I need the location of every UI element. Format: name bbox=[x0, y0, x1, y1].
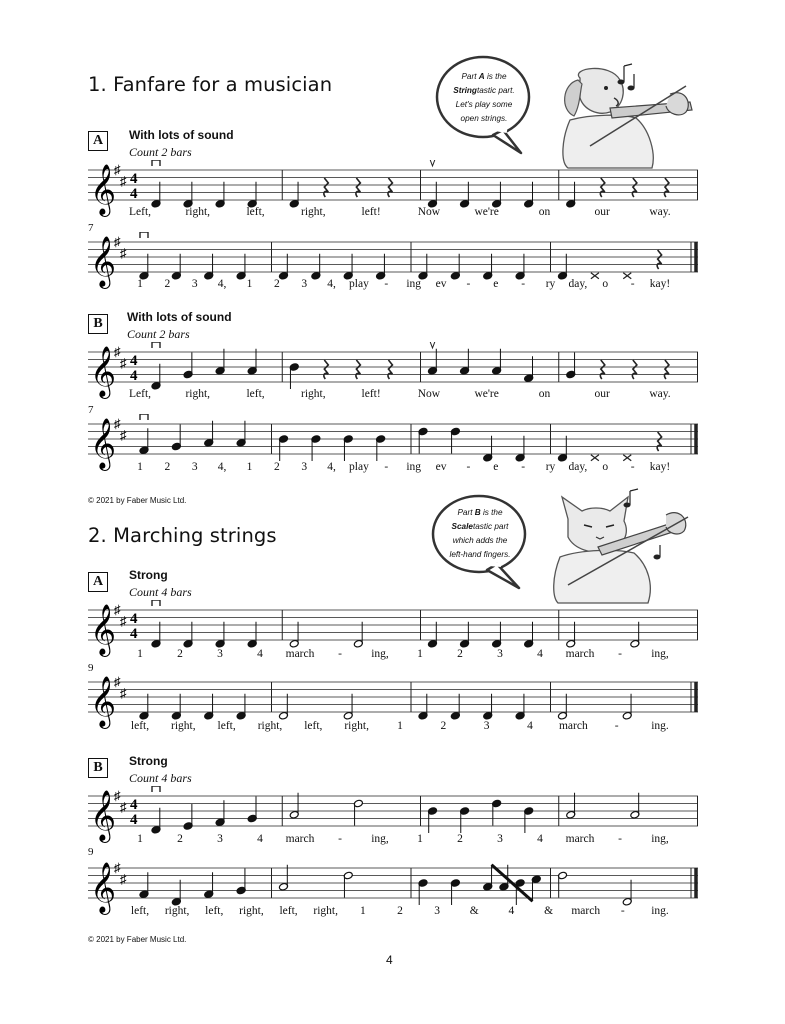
bar-number: 7 bbox=[88, 222, 94, 234]
lyric-syllable: left, bbox=[205, 905, 224, 917]
treble-clef: 𝄞 bbox=[90, 237, 117, 286]
quarter-rest bbox=[388, 178, 392, 197]
time-sig-bottom: 4 bbox=[130, 626, 138, 642]
lyric-syllable: 1 bbox=[417, 648, 423, 660]
lyric-syllable: ing. bbox=[651, 720, 669, 732]
count-instruction: Count 4 bars bbox=[129, 585, 192, 599]
lyric-syllable: our bbox=[594, 388, 610, 400]
sharp-f: ♯ bbox=[114, 860, 121, 875]
quarter-rest bbox=[324, 178, 328, 197]
sharp-f: ♯ bbox=[114, 416, 121, 431]
quarter-rest bbox=[324, 360, 328, 379]
lyric-syllable: on bbox=[538, 206, 551, 218]
lyric-syllable: ev bbox=[435, 278, 447, 290]
treble-clef: 𝄞 bbox=[90, 165, 117, 214]
lyric-syllable: right, bbox=[171, 720, 196, 732]
lyric-syllable: right, bbox=[257, 720, 283, 732]
lyric-syllable: left, bbox=[279, 905, 298, 917]
lyric-syllable: march bbox=[285, 833, 315, 845]
count-instruction: Count 2 bars bbox=[127, 327, 190, 341]
lyric-syllable: 1 bbox=[246, 461, 253, 473]
sharp-c: ♯ bbox=[120, 427, 127, 443]
lyric-syllable: left, bbox=[246, 206, 265, 218]
lyric-syllable: day, bbox=[568, 461, 588, 473]
lyric-syllable: Left, bbox=[128, 388, 152, 400]
tempo-marking: With lots of sound bbox=[129, 128, 234, 142]
quarter-rest bbox=[632, 178, 636, 197]
bar-number: 9 bbox=[88, 846, 94, 858]
lyric-syllable: march bbox=[565, 833, 595, 845]
count-instruction: Count 2 bars bbox=[129, 145, 192, 159]
lyric-syllable: left, bbox=[304, 720, 323, 732]
page-number: 4 bbox=[386, 953, 393, 967]
treble-clef: 𝄞 bbox=[90, 677, 117, 726]
lyric-syllable: 1 bbox=[137, 833, 143, 845]
lyric-line bbox=[0, 905, 785, 919]
lyric-syllable: - bbox=[466, 278, 471, 290]
lyric-syllable: o bbox=[602, 461, 609, 473]
lyric-syllable: 3 bbox=[217, 648, 223, 660]
lyric-syllable: 4 bbox=[537, 648, 543, 660]
sharp-f: ♯ bbox=[114, 674, 121, 689]
treble-clef: 𝄞 bbox=[90, 419, 117, 468]
up-bow-mark bbox=[430, 160, 436, 166]
lyric-syllable: 4 bbox=[508, 905, 515, 917]
down-bow-mark bbox=[152, 600, 160, 606]
lyric-syllable: ing, bbox=[371, 648, 389, 660]
lyric-syllable: 4 bbox=[527, 720, 533, 732]
sharp-c: ♯ bbox=[120, 355, 127, 371]
lyric-syllable: 2 bbox=[457, 648, 463, 660]
sharp-f: ♯ bbox=[114, 602, 121, 617]
sharp-f: ♯ bbox=[114, 234, 121, 249]
lyric-syllable: ing bbox=[406, 278, 422, 290]
lyric-syllable: - bbox=[630, 461, 635, 473]
lyric-syllable: right, bbox=[344, 720, 369, 732]
lyric-syllable: - bbox=[384, 461, 389, 473]
lyric-syllable: ing, bbox=[651, 648, 669, 660]
quarter-rest bbox=[356, 178, 360, 197]
tempo-marking: Strong bbox=[129, 754, 168, 768]
lyric-syllable: 2 bbox=[440, 720, 447, 732]
lyric-syllable: - bbox=[630, 278, 635, 290]
down-bow-mark bbox=[152, 342, 160, 348]
tempo-marking: Strong bbox=[129, 568, 168, 582]
lyric-syllable: we're bbox=[474, 388, 499, 400]
quarter-rest bbox=[664, 360, 668, 379]
sharp-c: ♯ bbox=[120, 871, 127, 887]
treble-clef: 𝄞 bbox=[90, 605, 117, 654]
time-sig-bottom: 4 bbox=[130, 186, 138, 202]
lyric-syllable: 4, bbox=[327, 278, 336, 290]
part-label: B bbox=[88, 314, 108, 334]
lyric-syllable: 3 bbox=[301, 461, 308, 473]
tempo-marking: With lots of sound bbox=[127, 310, 232, 324]
lyric-syllable: kay! bbox=[649, 461, 671, 473]
lyric-line bbox=[0, 461, 785, 475]
down-bow-mark bbox=[152, 786, 160, 792]
lyric-syllable: way. bbox=[649, 206, 671, 218]
lyric-syllable: kay! bbox=[649, 278, 671, 290]
time-sig-top: 4 bbox=[130, 353, 138, 369]
lyric-syllable: - bbox=[618, 648, 622, 660]
dog-violinist-illustration bbox=[540, 58, 700, 170]
lyric-syllable: 3 bbox=[497, 648, 503, 660]
lyric-syllable: play bbox=[349, 278, 369, 290]
lyric-syllable: Now bbox=[417, 388, 441, 400]
quarter-rest bbox=[657, 432, 661, 451]
treble-clef: 𝄞 bbox=[90, 347, 117, 396]
lyric-syllable: 1 bbox=[397, 720, 403, 732]
lyric-syllable: o bbox=[602, 278, 609, 290]
up-bow-mark bbox=[430, 342, 436, 348]
lyric-syllable: 4 bbox=[537, 833, 543, 845]
down-bow-mark bbox=[152, 160, 160, 166]
lyric-syllable: - bbox=[618, 833, 622, 845]
lyric-syllable: right, bbox=[313, 905, 339, 917]
lyric-syllable: 1 bbox=[137, 278, 143, 290]
lyric-syllable: - bbox=[521, 461, 526, 473]
lyric-syllable: 3 bbox=[217, 833, 223, 845]
lyric-syllable: 1 bbox=[359, 905, 366, 917]
lyric-syllable: right, bbox=[185, 388, 211, 400]
lyric-syllable: march bbox=[558, 720, 588, 732]
lyric-syllable: day, bbox=[568, 278, 588, 290]
lyric-syllable: left! bbox=[361, 388, 381, 400]
lyric-syllable: - bbox=[384, 278, 389, 290]
x-note bbox=[591, 455, 599, 461]
lyric-syllable: 3 bbox=[497, 833, 503, 845]
lyric-syllable: 2 bbox=[177, 648, 183, 660]
bar-number: 9 bbox=[88, 662, 94, 674]
lyric-syllable: left, bbox=[246, 388, 265, 400]
lyric-syllable: 3 bbox=[434, 905, 441, 917]
quarter-rest bbox=[600, 178, 604, 197]
lyric-syllable: & bbox=[469, 905, 479, 917]
lyric-syllable: ry bbox=[545, 278, 556, 290]
sharp-c: ♯ bbox=[120, 245, 127, 261]
quarter-rest bbox=[657, 250, 661, 269]
quarter-rest bbox=[356, 360, 360, 379]
lyric-syllable: ry bbox=[545, 461, 556, 473]
lyric-syllable: e bbox=[493, 461, 499, 473]
lyric-syllable: way. bbox=[649, 388, 671, 400]
lyric-syllable: ing, bbox=[371, 833, 389, 845]
lyric-syllable: ev bbox=[435, 461, 447, 473]
lyric-syllable: 2 bbox=[273, 461, 280, 473]
lyric-syllable: 1 bbox=[137, 648, 143, 660]
lyric-syllable: - bbox=[614, 720, 619, 732]
copyright-notice: © 2021 by Faber Music Ltd. bbox=[88, 935, 187, 944]
lyric-syllable: right, bbox=[164, 905, 190, 917]
lyric-syllable: - bbox=[521, 278, 526, 290]
lyric-syllable: 3 bbox=[483, 720, 490, 732]
down-bow-mark bbox=[140, 414, 148, 420]
lyric-syllable: left! bbox=[361, 206, 381, 218]
lyric-syllable: - bbox=[338, 648, 342, 660]
lyric-syllable: 3 bbox=[301, 278, 308, 290]
lyric-syllable: - bbox=[466, 461, 471, 473]
sharp-c: ♯ bbox=[120, 613, 127, 629]
lyric-syllable: 2 bbox=[273, 278, 280, 290]
lyric-syllable: & bbox=[544, 905, 554, 917]
lyric-syllable: we're bbox=[474, 206, 499, 218]
lyric-syllable: - bbox=[338, 833, 342, 845]
lyric-syllable: 2 bbox=[164, 278, 171, 290]
sharp-c: ♯ bbox=[120, 685, 127, 701]
lyric-syllable: Now bbox=[417, 206, 441, 218]
lyric-syllable: ing. bbox=[651, 905, 669, 917]
section-title: 1. Fanfare for a musician bbox=[88, 73, 333, 96]
lyric-syllable: 4, bbox=[217, 461, 227, 473]
copyright-notice: © 2021 by Faber Music Ltd. bbox=[88, 496, 187, 505]
lyric-syllable: on bbox=[538, 388, 551, 400]
lyric-syllable: - bbox=[620, 905, 625, 917]
lyric-syllable: march bbox=[565, 648, 595, 660]
lyric-syllable: 1 bbox=[417, 833, 423, 845]
time-sig-top: 4 bbox=[130, 611, 138, 627]
part-label: B bbox=[88, 758, 108, 778]
lyric-syllable: 4 bbox=[257, 833, 263, 845]
bubble-text: Part A is the Stringtastic part. Let's play some open strings. bbox=[453, 72, 515, 123]
lyric-syllable: left, bbox=[217, 720, 236, 732]
quarter-rest bbox=[388, 360, 392, 379]
lyric-line bbox=[0, 648, 785, 662]
lyric-syllable: left, bbox=[130, 720, 150, 732]
quarter-rest bbox=[632, 360, 636, 379]
time-sig-top: 4 bbox=[130, 797, 138, 813]
lyric-syllable: 3 bbox=[191, 461, 198, 473]
sharp-f: ♯ bbox=[114, 788, 121, 803]
lyric-syllable: 2 bbox=[177, 833, 183, 845]
lyric-syllable: 2 bbox=[457, 833, 463, 845]
bubble-text: Part B is the Scaletastic part which adds the left-hand fingers. bbox=[449, 508, 511, 559]
quarter-rest bbox=[664, 178, 668, 197]
sharp-f: ♯ bbox=[114, 162, 121, 177]
count-instruction: Count 4 bars bbox=[129, 771, 192, 785]
part-label: A bbox=[88, 572, 108, 592]
lyric-syllable: 2 bbox=[164, 461, 171, 473]
lyric-syllable: right, bbox=[239, 905, 264, 917]
lyric-syllable: left, bbox=[130, 905, 150, 917]
time-sig-top: 4 bbox=[130, 171, 138, 187]
lyric-syllable: right, bbox=[301, 206, 326, 218]
lyric-syllable: 4 bbox=[257, 648, 263, 660]
sharp-c: ♯ bbox=[120, 173, 127, 189]
lyric-line bbox=[0, 833, 785, 847]
time-sig-bottom: 4 bbox=[130, 368, 138, 384]
sharp-c: ♯ bbox=[120, 799, 127, 815]
x-note bbox=[623, 455, 631, 461]
lyric-syllable: ing, bbox=[651, 833, 669, 845]
treble-clef: 𝄞 bbox=[90, 863, 117, 912]
lyric-syllable: right, bbox=[301, 388, 326, 400]
lyric-syllable: e bbox=[493, 278, 499, 290]
lyric-syllable: Left, bbox=[128, 206, 152, 218]
bar-number: 7 bbox=[88, 404, 94, 416]
lyric-syllable: 4, bbox=[217, 278, 227, 290]
cat-violinist-illustration bbox=[538, 485, 698, 605]
down-bow-mark bbox=[140, 232, 148, 238]
lyric-syllable: right, bbox=[185, 206, 211, 218]
quarter-rest bbox=[600, 360, 604, 379]
lyric-syllable: play bbox=[349, 461, 369, 473]
lyric-syllable: 2 bbox=[397, 905, 403, 917]
lyric-line bbox=[0, 720, 785, 734]
lyric-syllable: our bbox=[594, 206, 610, 218]
lyric-line bbox=[0, 206, 785, 220]
lyric-syllable: 1 bbox=[246, 278, 253, 290]
lyric-syllable: 1 bbox=[137, 461, 143, 473]
lyric-syllable: march bbox=[285, 648, 315, 660]
lyric-syllable: march bbox=[571, 905, 601, 917]
time-sig-bottom: 4 bbox=[130, 812, 138, 828]
lyric-line bbox=[0, 388, 785, 402]
treble-clef: 𝄞 bbox=[90, 791, 117, 840]
lyric-line bbox=[0, 278, 785, 292]
part-label: A bbox=[88, 131, 108, 151]
lyric-syllable: ing bbox=[406, 461, 422, 473]
lyric-syllable: 4, bbox=[327, 461, 336, 473]
sharp-f: ♯ bbox=[114, 344, 121, 359]
section-title: 2. Marching strings bbox=[88, 524, 277, 547]
lyric-syllable: 3 bbox=[191, 278, 198, 290]
